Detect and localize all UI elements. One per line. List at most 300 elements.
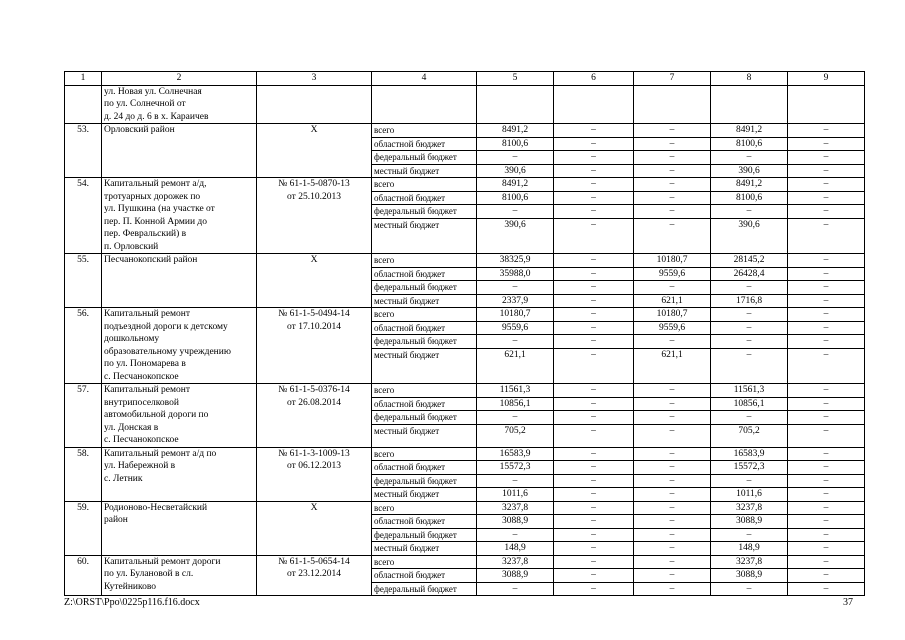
row-number [67, 86, 99, 99]
object-name-line: с. Песчанокопское [104, 371, 179, 382]
amount-value: 390,6 [738, 219, 760, 230]
header-cell: 4 [372, 72, 477, 86]
amount-value: – [823, 543, 829, 553]
amount-value: 10856,1 [477, 398, 553, 412]
row-number-cell [65, 555, 102, 596]
amount-value: – [477, 475, 553, 489]
amount-value: – [634, 151, 710, 165]
amount-value: – [788, 192, 864, 206]
amount-value: 705,2 [738, 425, 760, 436]
value-cell-v8 [711, 254, 788, 308]
object-name-line: пер. Февральский) в [104, 229, 187, 239]
object-name-cell [102, 555, 257, 596]
value-cell-v6 [554, 85, 634, 124]
amount-value: 28145,2 [711, 254, 787, 268]
object-name-line: по ул. Пономарева в [104, 359, 186, 369]
amount-value: 705,2 [504, 425, 526, 436]
object-name-line: Капитальный ремонт а/д, [104, 179, 207, 189]
value-cell-v6 [554, 124, 634, 178]
value-cell-v9 [788, 178, 865, 254]
value-cell-v9 [788, 308, 865, 384]
row-number: 60. [77, 556, 89, 567]
amount-value: 3088,9 [477, 569, 553, 583]
document-line: Х [310, 125, 318, 135]
value-cell-v7 [634, 85, 711, 124]
document-line: от 23.12.2014 [287, 569, 341, 579]
amount-value: – [823, 489, 829, 499]
header-cell: 1 [65, 72, 102, 86]
amount-value: – [554, 254, 633, 268]
amount-value: 148,9 [738, 543, 760, 553]
value-cell-v9 [788, 85, 865, 124]
amount-value: – [477, 205, 553, 219]
object-name-line: дошкольному [104, 334, 160, 344]
value-cell-v5 [477, 254, 554, 308]
value-cell-v8 [711, 85, 788, 124]
amount-value: – [788, 556, 864, 570]
amount-value: – [554, 556, 633, 570]
amount-value: 3088,9 [711, 569, 787, 583]
value-cell-v9 [788, 254, 865, 308]
value-cell-v7 [634, 447, 711, 501]
amount-value: – [591, 219, 596, 230]
amount-value: 8491,2 [477, 178, 553, 192]
document-line: № 61-1-5-0870-13 [278, 179, 350, 189]
row-number-cell [65, 254, 102, 308]
document-cell [257, 254, 372, 308]
amount-value: – [711, 308, 787, 322]
object-name-line: Капитальный ремонт [104, 385, 191, 395]
amount-value: – [554, 322, 633, 336]
amount-value: 8491,2 [711, 124, 787, 138]
funding-source: местный бюджет [374, 349, 440, 360]
document-line: № 61-1-5-0376-14 [278, 385, 350, 395]
row-number: 54. [77, 179, 89, 189]
document-line: № 61-1-5-0654-14 [278, 556, 350, 567]
value-cell-v6 [554, 254, 634, 308]
amount-value: – [788, 322, 864, 336]
amount-value: – [634, 515, 710, 529]
object-name-line: с. Летник [104, 473, 143, 484]
amount-value: – [788, 502, 864, 516]
amount-value: – [788, 411, 864, 425]
row-number: 57. [77, 385, 89, 395]
amount-value: 621,1 [661, 295, 683, 306]
amount-value: – [823, 165, 829, 176]
amount-value: – [554, 178, 633, 192]
table-body [65, 72, 865, 596]
amount-value: – [634, 529, 710, 543]
funding-source: всего [372, 502, 476, 516]
funding-source-cell [372, 85, 477, 124]
table-row [65, 124, 865, 178]
amount-value: – [788, 268, 864, 282]
object-name-line: автомобильной дороги по [104, 410, 209, 420]
funding-source: местный бюджет [374, 489, 440, 499]
amount-value: – [788, 384, 864, 398]
amount-value: 9559,6 [477, 322, 553, 336]
table-row [65, 85, 865, 124]
object-name-line: п. Орловский [104, 241, 159, 252]
funding-source: федеральный бюджет [372, 529, 476, 543]
amount-value: – [554, 138, 633, 152]
amount-value: – [554, 529, 633, 543]
amount-value: 3088,9 [711, 515, 787, 529]
funding-source: федеральный бюджет [372, 205, 476, 219]
funding-source: всего [372, 254, 476, 268]
object-name-line: образовательному учреждению [104, 346, 231, 357]
amount-value: 8100,6 [477, 138, 553, 152]
value-cell-v9 [788, 384, 865, 448]
amount-value: – [634, 205, 710, 219]
funding-source: всего [372, 384, 476, 398]
funding-source: всего [372, 556, 476, 570]
funding-source: областной бюджет [372, 398, 476, 412]
funding-source: местный бюджет [374, 543, 440, 553]
amount-value: – [554, 569, 633, 583]
row-number-cell [65, 384, 102, 448]
amount-value: – [669, 219, 675, 230]
amount-value: – [711, 205, 787, 219]
value-cell-v6 [554, 178, 634, 254]
funding-source: областной бюджет [372, 515, 476, 529]
amount-value: – [788, 281, 864, 295]
object-name-cell [102, 308, 257, 384]
object-name-line: Капитальный ремонт а/д по [104, 448, 217, 459]
amount-value: – [711, 411, 787, 425]
amount-value: – [788, 461, 864, 475]
amount-value: – [788, 515, 864, 529]
amount-value: – [634, 192, 710, 206]
amount-value: 3237,8 [477, 556, 553, 570]
value-cell-v5 [477, 501, 554, 555]
amount-value: – [634, 178, 710, 192]
row-number: 53. [77, 125, 89, 135]
row-number-cell [65, 178, 102, 254]
amount-value: – [634, 475, 710, 489]
amount-value: – [477, 151, 553, 165]
amount-value: – [554, 502, 633, 516]
amount-value: – [634, 281, 710, 295]
amount-value: – [554, 461, 633, 475]
footer-file-path: Z:\ORST\Ppo\0225p116.f16.docx [64, 597, 200, 608]
row-number: 59. [77, 502, 89, 513]
row-number: 58. [77, 448, 89, 459]
amount-value: 11561,3 [711, 384, 787, 398]
value-cell-v6 [554, 384, 634, 448]
document-cell [257, 384, 372, 448]
row-number-cell [65, 308, 102, 384]
amount-value: – [634, 411, 710, 425]
object-name-line: с. Песчанокопское [104, 435, 179, 445]
value-cell-v9 [788, 501, 865, 555]
amount-value: – [591, 295, 596, 306]
document-line: от 25.10.2013 [287, 191, 341, 202]
amount-value: – [554, 515, 633, 529]
table-row [65, 308, 865, 384]
object-name-line: пер. П. Конной Армии до [104, 216, 208, 227]
amount-value: – [477, 335, 553, 349]
amount-value: – [554, 192, 633, 206]
funding-source: федеральный бюджет [372, 281, 476, 295]
amount-value: 15572,3 [711, 461, 787, 475]
amount-value: – [788, 475, 864, 489]
amount-value: – [512, 583, 518, 594]
funding-source: областной бюджет [372, 268, 476, 282]
object-name-line: по ул. Булановой в сл. [104, 569, 194, 579]
value-cell-v5 [477, 178, 554, 254]
amount-value: 3088,9 [477, 515, 553, 529]
amount-value: – [554, 151, 633, 165]
value-cell-v8 [711, 384, 788, 448]
amount-value: 9559,6 [634, 268, 710, 282]
value-cell-v5 [477, 447, 554, 501]
funding-source: областной бюджет [372, 569, 476, 583]
document-cell [257, 85, 372, 124]
object-name-line: Орловский район [104, 125, 175, 135]
document-cell [257, 178, 372, 254]
amount-value: 11561,3 [477, 384, 553, 398]
header-cell: 9 [788, 72, 865, 86]
header-cell: 6 [554, 72, 634, 86]
funding-source-cell [372, 308, 477, 384]
row-number-cell [65, 501, 102, 555]
header-cell: 2 [102, 72, 257, 86]
amount-value: 15572,3 [477, 461, 553, 475]
row-number: 56. [77, 309, 89, 319]
amount-value: 621,1 [504, 349, 526, 360]
header-row [65, 72, 865, 86]
amount-value: 1011,6 [736, 489, 762, 499]
amount-value: 390,6 [738, 165, 760, 176]
amount-value: 10180,7 [634, 308, 710, 322]
funding-source: федеральный бюджет [372, 335, 476, 349]
amount-value: – [823, 349, 829, 360]
amount-value: – [591, 543, 596, 553]
object-name-line: внутрипоселковой [104, 397, 179, 408]
amount-value: – [669, 165, 675, 176]
value-cell-v7 [634, 124, 711, 178]
header-cell: 7 [634, 72, 711, 86]
amount-value: – [711, 335, 787, 349]
document-line: Х [310, 255, 318, 265]
table-row [65, 178, 865, 254]
amount-value: – [634, 569, 710, 583]
amount-value: – [554, 205, 633, 219]
amount-value: – [477, 281, 553, 295]
object-name-cell [102, 254, 257, 308]
amount-value: – [788, 138, 864, 152]
amount-value: – [711, 281, 787, 295]
amount-value: 16583,9 [711, 448, 787, 462]
value-cell-v6 [554, 308, 634, 384]
amount-value: – [554, 335, 633, 349]
amount-value: – [669, 425, 675, 436]
amount-value: – [711, 151, 787, 165]
funding-source-cell [372, 178, 477, 254]
object-name-cell [102, 178, 257, 254]
row-number: 55. [77, 255, 89, 265]
value-cell-v7 [634, 308, 711, 384]
funding-source: областной бюджет [372, 461, 476, 475]
object-name-cell [102, 124, 257, 178]
funding-source: всего [372, 448, 476, 462]
value-cell-v9 [788, 124, 865, 178]
amount-value: 1716,8 [735, 295, 763, 306]
amount-value: – [554, 448, 633, 462]
amount-value: – [669, 489, 675, 499]
amount-value: 10856,1 [711, 398, 787, 412]
document-cell [257, 501, 372, 555]
amount-value: – [788, 205, 864, 219]
object-name-line: Капитальный ремонт [104, 309, 191, 319]
budget-table [64, 71, 865, 596]
amount-value: – [711, 322, 787, 336]
amount-value: – [554, 308, 633, 322]
row-number-cell [65, 447, 102, 501]
amount-value: 148,9 [504, 543, 526, 553]
table-row [65, 447, 865, 501]
amount-value: – [591, 165, 596, 176]
amount-value: – [591, 583, 596, 594]
value-cell-v5 [477, 124, 554, 178]
amount-value: 390,6 [504, 165, 526, 176]
amount-value: – [746, 349, 752, 360]
document-cell [257, 447, 372, 501]
document-cell [257, 124, 372, 178]
amount-value: 38325,9 [477, 254, 553, 268]
funding-source: всего [372, 124, 476, 138]
funding-source: местный бюджет [374, 295, 440, 306]
value-cell-v9 [788, 555, 865, 596]
funding-source: федеральный бюджет [372, 151, 476, 165]
amount-value: – [554, 384, 633, 398]
amount-value: 8100,6 [711, 192, 787, 206]
value-cell-v8 [711, 124, 788, 178]
row-number-cell [65, 85, 102, 124]
amount-value: 9559,6 [634, 322, 710, 336]
funding-source-cell [372, 124, 477, 178]
funding-source-cell [372, 254, 477, 308]
amount-value: – [788, 529, 864, 543]
object-name-cell [102, 85, 257, 124]
object-name-line: по ул. Солнечной от [104, 99, 186, 109]
object-name-line: Кутейниково [104, 581, 157, 592]
value-cell-v8 [711, 308, 788, 384]
amount-value: – [634, 448, 710, 462]
object-name-line: ул. Донская в [104, 422, 159, 433]
header-cell: 3 [257, 72, 372, 86]
amount-value: – [634, 461, 710, 475]
amount-value: – [554, 411, 633, 425]
object-name-line: подъездной дороги к детскому [104, 321, 228, 332]
object-name-line: ул. Новая ул. Солнечная [104, 86, 202, 97]
amount-value: 3237,8 [477, 502, 553, 516]
funding-source: областной бюджет [372, 322, 476, 336]
amount-value: – [788, 448, 864, 462]
funding-source: местный бюджет [374, 219, 440, 230]
amount-value: – [669, 543, 675, 553]
value-cell-v7 [634, 555, 711, 596]
amount-value: – [669, 583, 675, 594]
amount-value: – [823, 295, 829, 306]
funding-source-cell [372, 384, 477, 448]
row-number-cell [65, 124, 102, 178]
funding-source-cell [372, 555, 477, 596]
amount-value: – [477, 411, 553, 425]
document-cell [257, 555, 372, 596]
value-cell-v7 [634, 178, 711, 254]
amount-value: 390,6 [504, 219, 526, 230]
amount-value: – [788, 398, 864, 412]
object-name-line: Песчанокопский район [104, 255, 198, 265]
funding-source: областной бюджет [372, 192, 476, 206]
funding-source: всего [372, 308, 476, 322]
header-cell: 5 [477, 72, 554, 86]
table-row [65, 555, 865, 596]
table-row [65, 254, 865, 308]
amount-value: – [634, 384, 710, 398]
value-cell-v7 [634, 501, 711, 555]
header-cell: 8 [711, 72, 788, 86]
amount-value: – [823, 583, 829, 594]
object-name-line: ул. Набережной в [104, 461, 176, 471]
amount-value: 8491,2 [711, 178, 787, 192]
footer-page-number: 37 [843, 597, 853, 608]
value-cell-v7 [634, 254, 711, 308]
amount-value: – [591, 349, 596, 360]
document-cell [257, 308, 372, 384]
amount-value: – [554, 281, 633, 295]
object-name-line: ул. Пушкина (на участке от [104, 204, 215, 214]
amount-value: – [554, 124, 633, 138]
value-cell-v6 [554, 447, 634, 501]
amount-value: – [788, 335, 864, 349]
funding-source: федеральный бюджет [372, 411, 476, 425]
object-name-cell [102, 447, 257, 501]
amount-value: 8491,2 [477, 124, 553, 138]
amount-value: – [591, 489, 596, 499]
amount-value: 35988,0 [477, 268, 553, 282]
amount-value: – [634, 335, 710, 349]
amount-value: – [634, 138, 710, 152]
funding-source-cell [372, 501, 477, 555]
amount-value: – [823, 425, 829, 436]
object-name-line: д. 24 до д. 6 в х. Караичев [104, 111, 209, 122]
amount-value: 10180,7 [634, 254, 710, 268]
document-line: № 61-1-5-0494-14 [278, 309, 350, 319]
amount-value: 621,1 [661, 349, 683, 360]
funding-source: всего [372, 178, 476, 192]
amount-value: – [788, 151, 864, 165]
amount-value: – [788, 569, 864, 583]
object-name-line: район [104, 515, 128, 525]
object-name-line: тротуарных дорожек по [104, 191, 201, 202]
document-line: от 26.08.2014 [287, 397, 341, 408]
amount-value: 3237,8 [711, 502, 787, 516]
amount-value: – [591, 425, 596, 436]
object-name-cell [102, 384, 257, 448]
amount-value: – [634, 502, 710, 516]
amount-value: – [554, 268, 633, 282]
document-line: от 06.12.2013 [287, 461, 341, 471]
document-line: от 17.10.2014 [287, 321, 341, 332]
value-cell-v8 [711, 501, 788, 555]
value-cell-v5 [477, 555, 554, 596]
value-cell-v9 [788, 447, 865, 501]
value-cell-v6 [554, 555, 634, 596]
amount-value: – [746, 583, 752, 594]
